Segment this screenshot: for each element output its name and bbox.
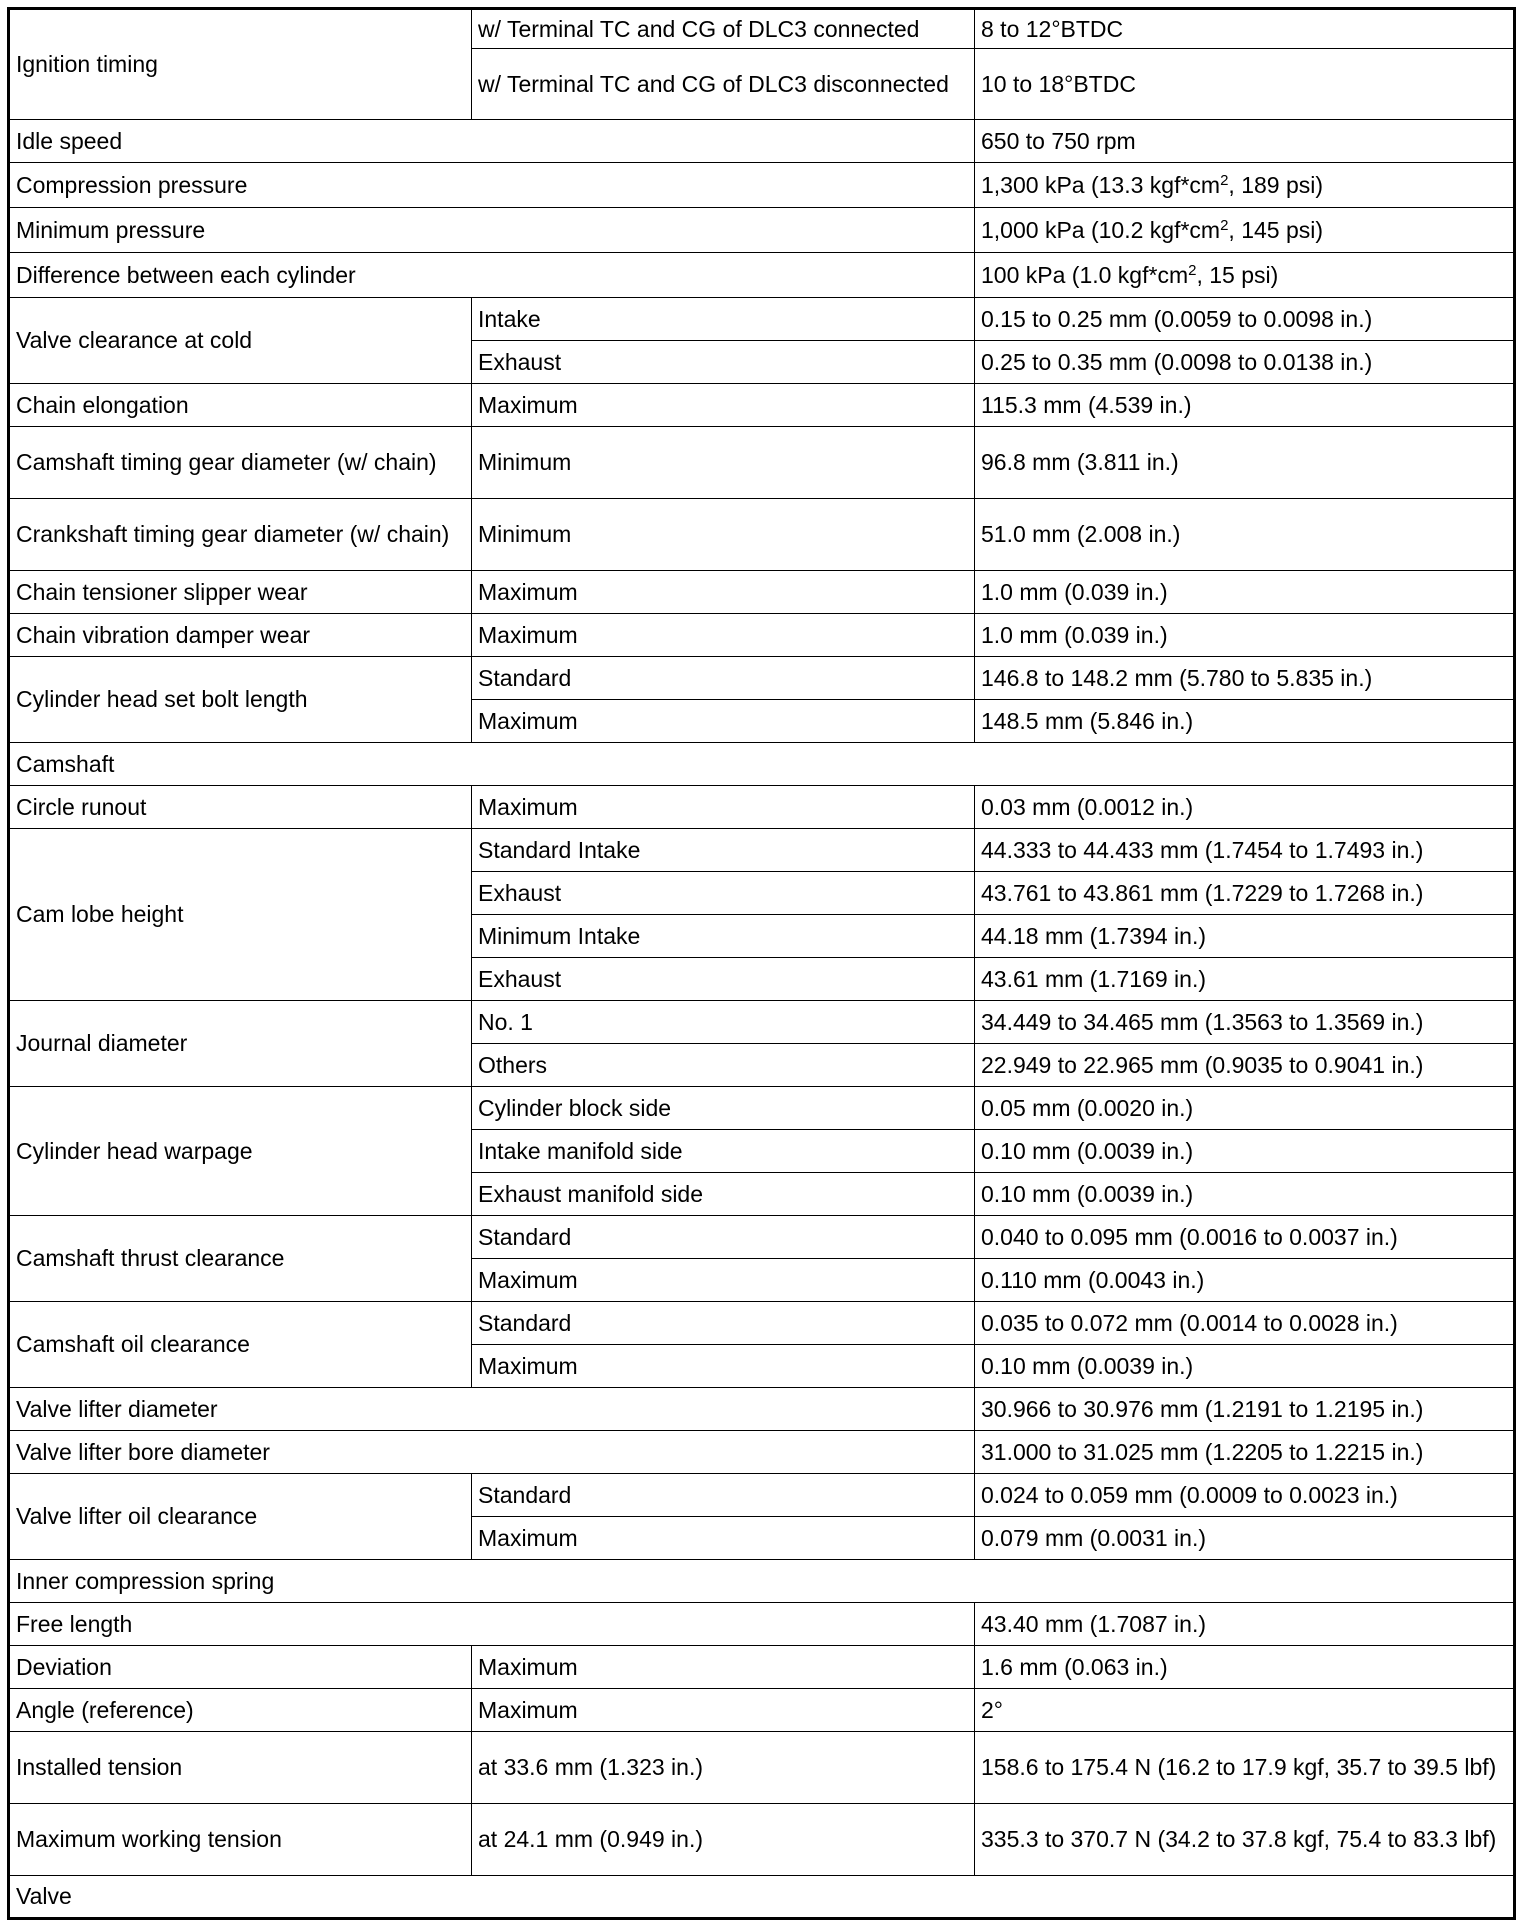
spec-cell-text: 650 to 750 rpm xyxy=(981,127,1136,154)
spec-row xyxy=(9,253,1515,298)
spec-cell-text: 158.6 to 175.4 N (16.2 to 17.9 kgf, 35.7 to 39.5 lbf) xyxy=(981,1754,1497,1780)
spec-row xyxy=(9,499,1515,571)
spec-cell xyxy=(9,1876,1515,1919)
spec-cell xyxy=(472,872,975,915)
spec-row xyxy=(9,614,1515,657)
spec-row xyxy=(9,298,1515,341)
spec-cell xyxy=(472,9,975,49)
spec-cell-text: Valve lifter diameter xyxy=(16,1395,218,1422)
spec-row xyxy=(9,208,1515,253)
spec-row xyxy=(9,1804,1515,1876)
spec-cell xyxy=(472,958,975,1001)
spec-cell xyxy=(9,1732,472,1804)
spec-cell xyxy=(975,341,1515,384)
spec-cell-text: Cylinder block side xyxy=(478,1094,672,1121)
spec-cell-text: Crankshaft timing gear diameter (w/ chain) xyxy=(16,521,450,547)
spec-cell xyxy=(472,1216,975,1259)
spec-row xyxy=(9,163,1515,208)
spec-row xyxy=(9,384,1515,427)
spec-cell-text: 2° xyxy=(981,1696,1003,1723)
spec-cell xyxy=(472,614,975,657)
spec-cell-text: 1.0 mm (0.039 in.) xyxy=(981,621,1168,648)
spec-cell-text: Difference between each cylinder xyxy=(16,261,356,288)
spec-cell xyxy=(472,1345,975,1388)
spec-cell xyxy=(472,341,975,384)
spec-cell-text: Minimum pressure xyxy=(16,216,206,243)
spec-cell-text: Maximum xyxy=(478,1653,578,1680)
spec-cell xyxy=(975,958,1515,1001)
spec-cell xyxy=(975,384,1515,427)
spec-cell xyxy=(9,1431,975,1474)
spec-cell-text: Idle speed xyxy=(16,127,123,154)
spec-cell-text: Free length xyxy=(16,1610,133,1637)
spec-cell xyxy=(472,427,975,499)
spec-cell xyxy=(975,1732,1515,1804)
spec-row xyxy=(9,1302,1515,1345)
spec-cell-text: w/ Terminal TC and CG of DLC3 connected xyxy=(478,15,920,42)
spec-cell xyxy=(9,298,472,384)
spec-cell xyxy=(472,829,975,872)
spec-cell xyxy=(975,9,1515,49)
spec-row xyxy=(9,427,1515,499)
spec-cell xyxy=(975,1173,1515,1216)
spec-cell xyxy=(975,915,1515,958)
spec-cell xyxy=(9,1302,472,1388)
spec-cell-text: Others xyxy=(478,1051,548,1078)
spec-cell-text: Ignition timing xyxy=(16,51,158,77)
spec-row xyxy=(9,1388,1515,1431)
spec-row xyxy=(9,743,1515,786)
specification-table-body xyxy=(9,9,1515,1919)
spec-cell xyxy=(9,1474,472,1560)
spec-cell-text: 8 to 12°BTDC xyxy=(981,15,1124,42)
spec-cell-text: Standard Intake xyxy=(478,836,641,863)
spec-cell-text: Cylinder head set bolt length xyxy=(16,686,308,712)
spec-cell xyxy=(472,1474,975,1517)
spec-cell xyxy=(472,1646,975,1689)
spec-cell-text: Maximum xyxy=(478,707,578,734)
spec-cell xyxy=(9,120,975,163)
spec-cell xyxy=(975,1646,1515,1689)
spec-cell xyxy=(975,499,1515,571)
spec-cell-text: Maximum xyxy=(478,1352,578,1379)
spec-row xyxy=(9,1560,1515,1603)
spec-cell-text: Maximum xyxy=(478,1266,578,1293)
spec-cell-text: at 33.6 mm (1.323 in.) xyxy=(478,1754,703,1780)
spec-cell-text: Standard xyxy=(478,1481,572,1508)
spec-cell-text: Minimum xyxy=(478,449,572,475)
spec-cell-text: 31.000 to 31.025 mm (1.2205 to 1.2215 in.) xyxy=(981,1438,1424,1465)
spec-cell xyxy=(975,1603,1515,1646)
spec-cell-text: Exhaust manifold side xyxy=(478,1180,704,1207)
spec-row xyxy=(9,1603,1515,1646)
spec-row xyxy=(9,9,1515,49)
spec-row xyxy=(9,1001,1515,1044)
spec-cell-text: Deviation xyxy=(16,1653,112,1680)
spec-cell xyxy=(975,1345,1515,1388)
spec-cell-text: Camshaft thrust clearance xyxy=(16,1245,285,1271)
spec-cell-text: Chain tensioner slipper wear xyxy=(16,578,308,605)
spec-cell-text: Maximum working tension xyxy=(16,1826,282,1852)
specification-table xyxy=(7,7,1516,1920)
spec-cell xyxy=(472,1044,975,1087)
spec-cell xyxy=(9,829,472,1001)
spec-cell xyxy=(975,571,1515,614)
spec-cell-text-tail: , 15 psi) xyxy=(1196,261,1279,288)
spec-cell-text: Maximum xyxy=(478,793,578,820)
spec-cell-text: Installed tension xyxy=(16,1754,183,1780)
spec-cell-text: 22.949 to 22.965 mm (0.9035 to 0.9041 in.) xyxy=(981,1051,1424,1078)
spec-cell xyxy=(9,9,472,120)
spec-cell-text: Minimum Intake xyxy=(478,922,641,949)
spec-cell-text-tail: , 145 psi) xyxy=(1228,216,1324,243)
spec-cell xyxy=(9,1603,975,1646)
spec-cell xyxy=(9,743,1515,786)
spec-cell-text: Exhaust xyxy=(478,879,562,906)
spec-cell xyxy=(9,1560,1515,1603)
spec-cell-text: 0.035 to 0.072 mm (0.0014 to 0.0028 in.) xyxy=(981,1309,1398,1336)
spec-cell-text: 1,300 kPa (13.3 kgf*cm xyxy=(981,171,1221,198)
superscript-text: 2 xyxy=(1220,216,1229,234)
spec-cell-text: 0.15 to 0.25 mm (0.0059 to 0.0098 in.) xyxy=(981,305,1373,332)
spec-cell-text: 0.079 mm (0.0031 in.) xyxy=(981,1524,1207,1551)
spec-cell-text: 43.61 mm (1.7169 in.) xyxy=(981,965,1207,992)
spec-cell xyxy=(9,253,975,298)
spec-cell-text: Maximum xyxy=(478,391,578,418)
spec-cell xyxy=(975,786,1515,829)
spec-cell xyxy=(472,657,975,700)
spec-cell xyxy=(9,1216,472,1302)
spec-cell xyxy=(9,1087,472,1216)
spec-cell-text: Cylinder head warpage xyxy=(16,1137,253,1164)
spec-cell xyxy=(472,1732,975,1804)
spec-cell-text: Valve lifter oil clearance xyxy=(16,1503,258,1529)
spec-cell-text: 148.5 mm (5.846 in.) xyxy=(981,707,1194,734)
spec-cell-text: 43.40 mm (1.7087 in.) xyxy=(981,1610,1207,1637)
spec-cell xyxy=(472,1130,975,1173)
spec-cell-text: at 24.1 mm (0.949 in.) xyxy=(478,1826,703,1852)
spec-cell-text: No. 1 xyxy=(478,1008,533,1035)
spec-cell-text: Camshaft oil clearance xyxy=(16,1331,250,1357)
spec-cell-text: Maximum xyxy=(478,621,578,648)
superscript-text: 2 xyxy=(1220,171,1229,189)
spec-cell-text: 146.8 to 148.2 mm (5.780 to 5.835 in.) xyxy=(981,664,1373,691)
spec-cell-text: 43.761 to 43.861 mm (1.7229 to 1.7268 in.) xyxy=(981,879,1424,906)
spec-cell xyxy=(975,208,1515,253)
spec-cell xyxy=(9,1689,472,1732)
spec-cell-text: 115.3 mm (4.539 in.) xyxy=(981,391,1192,418)
spec-cell xyxy=(9,614,472,657)
spec-cell xyxy=(975,1302,1515,1345)
spec-cell xyxy=(9,384,472,427)
spec-row xyxy=(9,1431,1515,1474)
spec-cell-text: 0.25 to 0.35 mm (0.0098 to 0.0138 in.) xyxy=(981,348,1373,375)
spec-cell xyxy=(472,915,975,958)
spec-cell xyxy=(9,208,975,253)
spec-row xyxy=(9,1216,1515,1259)
spec-cell xyxy=(472,1689,975,1732)
spec-cell-text: 0.10 mm (0.0039 in.) xyxy=(981,1137,1194,1164)
spec-cell-text: 1.0 mm (0.039 in.) xyxy=(981,578,1168,605)
spec-cell-text: 335.3 to 370.7 N (34.2 to 37.8 kgf, 75.4 to 83.3 lbf) xyxy=(981,1826,1497,1852)
spec-cell-text: 44.333 to 44.433 mm (1.7454 to 1.7493 in.) xyxy=(981,836,1424,863)
spec-cell-text: 1.6 mm (0.063 in.) xyxy=(981,1653,1168,1680)
spec-cell-text: 0.040 to 0.095 mm (0.0016 to 0.0037 in.) xyxy=(981,1223,1398,1250)
spec-cell-text: Standard xyxy=(478,1223,572,1250)
spec-row xyxy=(9,120,1515,163)
spec-cell-text: 30.966 to 30.976 mm (1.2191 to 1.2195 in.) xyxy=(981,1395,1424,1422)
spec-cell xyxy=(975,829,1515,872)
spec-row xyxy=(9,786,1515,829)
spec-cell xyxy=(975,657,1515,700)
spec-cell-text: 96.8 mm (3.811 in.) xyxy=(981,449,1179,475)
spec-row xyxy=(9,829,1515,872)
spec-cell xyxy=(975,1474,1515,1517)
spec-cell xyxy=(9,427,472,499)
spec-cell-text: Angle (reference) xyxy=(16,1696,194,1723)
spec-cell-text: Valve xyxy=(16,1883,72,1909)
spec-cell-text: Exhaust xyxy=(478,965,562,992)
spec-cell-text: w/ Terminal TC and CG of DLC3 disconnected xyxy=(478,70,949,97)
spec-cell xyxy=(975,427,1515,499)
spec-cell-text: 0.10 mm (0.0039 in.) xyxy=(981,1352,1194,1379)
spec-row xyxy=(9,1646,1515,1689)
spec-cell xyxy=(975,614,1515,657)
spec-cell xyxy=(975,1001,1515,1044)
spec-cell-text: 0.024 to 0.059 mm (0.0009 to 0.0023 in.) xyxy=(981,1481,1398,1508)
superscript-text: 2 xyxy=(1188,261,1197,279)
spec-cell-text: Exhaust xyxy=(478,348,562,375)
spec-cell xyxy=(472,49,975,120)
spec-cell-text: Maximum xyxy=(478,1696,578,1723)
spec-cell-text-tail: , 189 psi) xyxy=(1228,171,1324,198)
spec-cell xyxy=(472,700,975,743)
spec-cell xyxy=(975,1431,1515,1474)
spec-cell-text: Intake xyxy=(478,305,541,332)
spec-row xyxy=(9,571,1515,614)
spec-cell xyxy=(975,1130,1515,1173)
spec-row xyxy=(9,657,1515,700)
spec-cell-text: 51.0 mm (2.008 in.) xyxy=(981,521,1181,547)
spec-row xyxy=(9,1876,1515,1919)
spec-cell-text: Inner compression spring xyxy=(16,1567,275,1594)
spec-cell xyxy=(975,1804,1515,1876)
spec-cell-text: 0.10 mm (0.0039 in.) xyxy=(981,1180,1194,1207)
spec-cell xyxy=(9,1804,472,1876)
spec-cell xyxy=(472,571,975,614)
spec-cell-text: Circle runout xyxy=(16,793,147,820)
spec-cell xyxy=(9,499,472,571)
spec-cell xyxy=(9,1001,472,1087)
spec-cell-text: 0.110 mm (0.0043 in.) xyxy=(981,1266,1205,1293)
spec-cell xyxy=(975,1087,1515,1130)
spec-cell xyxy=(472,499,975,571)
spec-cell xyxy=(975,1216,1515,1259)
spec-cell-text: Standard xyxy=(478,1309,572,1336)
spec-cell xyxy=(472,1001,975,1044)
spec-cell-text: Chain vibration damper wear xyxy=(16,621,311,648)
spec-cell-text: 44.18 mm (1.7394 in.) xyxy=(981,922,1207,949)
spec-cell-text: Camshaft timing gear diameter (w/ chain) xyxy=(16,449,437,475)
spec-cell xyxy=(9,786,472,829)
spec-cell-text: Valve clearance at cold xyxy=(16,327,253,353)
spec-cell xyxy=(975,1388,1515,1431)
spec-cell-text: 0.05 mm (0.0020 in.) xyxy=(981,1094,1194,1121)
spec-cell xyxy=(472,1517,975,1560)
spec-cell-text: 0.03 mm (0.0012 in.) xyxy=(981,793,1194,820)
spec-cell-text: Minimum xyxy=(478,521,572,547)
spec-cell-text: Intake manifold side xyxy=(478,1137,683,1164)
spec-cell xyxy=(472,384,975,427)
spec-cell xyxy=(9,1646,472,1689)
spec-cell xyxy=(975,253,1515,298)
spec-cell xyxy=(472,1173,975,1216)
spec-cell-text: 34.449 to 34.465 mm (1.3563 to 1.3569 in.) xyxy=(981,1008,1424,1035)
spec-cell-text: Chain elongation xyxy=(16,391,189,418)
spec-cell-text: Journal diameter xyxy=(16,1030,188,1056)
spec-cell xyxy=(472,298,975,341)
spec-cell xyxy=(975,872,1515,915)
spec-cell xyxy=(9,163,975,208)
spec-cell-text: 1,000 kPa (10.2 kgf*cm xyxy=(981,216,1221,243)
spec-cell xyxy=(9,571,472,614)
spec-cell xyxy=(9,657,472,743)
spec-cell xyxy=(975,298,1515,341)
spec-cell xyxy=(472,1302,975,1345)
spec-cell-text: Camshaft xyxy=(16,750,115,777)
spec-cell xyxy=(975,700,1515,743)
spec-cell-text: 100 kPa (1.0 kgf*cm xyxy=(981,261,1189,288)
spec-row xyxy=(9,1732,1515,1804)
spec-cell-text: 10 to 18°BTDC xyxy=(981,70,1136,97)
spec-cell xyxy=(472,1259,975,1302)
spec-cell-text: Valve lifter bore diameter xyxy=(16,1438,270,1465)
spec-cell xyxy=(472,1804,975,1876)
spec-cell-text: Standard xyxy=(478,664,572,691)
spec-cell-text: Maximum xyxy=(478,578,578,605)
spec-row xyxy=(9,1689,1515,1732)
spec-cell-text: Compression pressure xyxy=(16,171,248,198)
spec-cell xyxy=(472,1087,975,1130)
spec-cell-text: Maximum xyxy=(478,1524,578,1551)
spec-cell xyxy=(975,1689,1515,1732)
spec-cell xyxy=(975,1044,1515,1087)
spec-cell xyxy=(975,163,1515,208)
spec-cell xyxy=(975,120,1515,163)
spec-row xyxy=(9,1474,1515,1517)
spec-cell-text: Cam lobe height xyxy=(16,901,184,927)
spec-cell xyxy=(975,49,1515,120)
spec-row xyxy=(9,1087,1515,1130)
spec-cell xyxy=(975,1259,1515,1302)
spec-cell xyxy=(975,1517,1515,1560)
spec-cell xyxy=(9,1388,975,1431)
spec-cell xyxy=(472,786,975,829)
